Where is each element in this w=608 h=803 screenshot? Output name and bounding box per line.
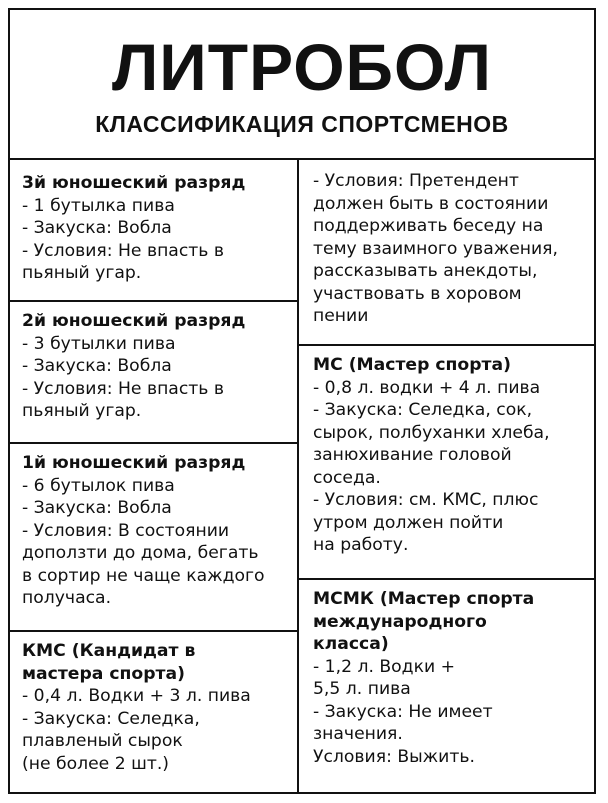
poster-header: [10, 10, 594, 160]
section-line: - Закуска: Селедка, сок,: [313, 400, 533, 420]
section-line: - 6 бутылок пива: [22, 475, 175, 496]
section-line: (не более 2 шт.): [22, 753, 170, 774]
section-line: - 0,8 л. водки + 4 л. пива: [313, 377, 541, 398]
section-line: соседа.: [313, 467, 381, 488]
section-line: - Условия: см. КМС, плюс: [313, 490, 539, 510]
poster-title: ЛИТРОБОЛ: [112, 30, 492, 104]
section-line: поддерживать беседу на: [313, 216, 544, 236]
section-heading: КМС (Кандидат в: [22, 641, 196, 661]
section-rank-ms: [299, 344, 594, 578]
poster-subtitle: КЛАССИФИКАЦИЯ СПОРТСМЕНОВ: [95, 111, 509, 137]
section-heading: МСМК (Мастер спорта: [313, 589, 535, 609]
section-kms-conditions: [299, 158, 594, 344]
section-heading: 3й юношеский разряд: [22, 173, 246, 193]
section-rank-1-youth: [10, 442, 297, 630]
section-line: пении: [313, 306, 369, 326]
section-rank-kms: [10, 630, 297, 792]
section-rank-3-youth: [10, 158, 297, 300]
section-line: Условия: Выжить.: [313, 746, 475, 767]
section-heading: международного: [313, 611, 487, 632]
section-line: - Закуска: Вобла: [22, 356, 172, 376]
section-line: участвовать в хоровом: [313, 283, 522, 304]
section-line: должен быть в состоянии: [313, 193, 549, 214]
section-line: - Условия: Не впасть в: [22, 378, 225, 399]
poster-frame: [8, 8, 596, 794]
section-line: в сортир не чаще каждого: [22, 565, 265, 586]
section-line: - Условия: Не впасть в: [22, 240, 225, 261]
section-line: - 1 бутылка пива: [22, 195, 175, 216]
section-heading: 2й юношеский разряд: [22, 311, 246, 331]
section-heading: 1й юношеский разряд: [22, 453, 246, 473]
section-line: - Условия: Претендент: [313, 171, 519, 191]
section-line: значения.: [313, 724, 403, 744]
section-line: - 0,4 л. Водки + 3 л. пива: [22, 686, 251, 706]
section-line: - Закуска: Селедка,: [22, 708, 200, 729]
section-line: - 3 бутылки пива: [22, 333, 176, 354]
section-line: получаса.: [22, 588, 112, 608]
section-line: плавленый сырок: [22, 731, 183, 751]
section-line: - 1,2 л. Водки +: [313, 656, 455, 677]
section-line: сырок, полбуханки хлеба,: [313, 422, 550, 443]
section-line: доползти до дома, бегать: [22, 543, 259, 563]
section-rank-msmk: [299, 578, 594, 792]
section-line: - Закуска: Вобла: [22, 218, 172, 238]
section-rank-2-youth: [10, 300, 297, 442]
section-line: занюхивание головой: [313, 445, 512, 465]
section-heading: МС (Мастер спорта): [313, 355, 511, 375]
section-line: - Условия: В состоянии: [22, 520, 230, 541]
section-heading: класса): [313, 634, 389, 654]
section-line: 5,5 л. пива: [313, 679, 411, 699]
section-line: пьяный угар.: [22, 263, 142, 283]
section-line: на работу.: [313, 535, 409, 555]
section-line: пьяный угар.: [22, 401, 142, 421]
section-line: - Закуска: Не имеет: [313, 701, 493, 722]
section-line: рассказывать анекдоты,: [313, 261, 538, 281]
section-line: - Закуска: Вобла: [22, 498, 172, 518]
section-heading: мастера спорта): [22, 663, 185, 684]
section-line: тему взаимного уважения,: [313, 238, 558, 259]
section-line: утром должен пойти: [313, 512, 504, 533]
